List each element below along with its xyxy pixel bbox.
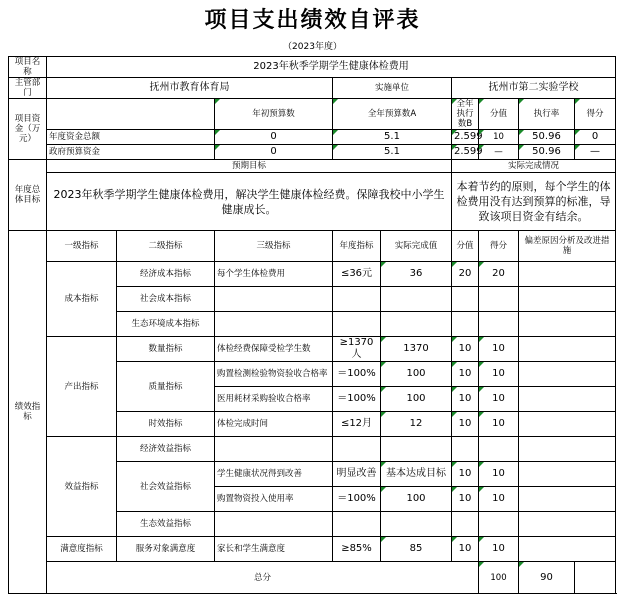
score-satisfaction: 10 bbox=[479, 537, 519, 562]
actual-cost-per-student: 36 bbox=[381, 262, 452, 287]
weight-health-improved: 10 bbox=[452, 462, 479, 487]
l1-satisfaction: 满意度指标 bbox=[47, 537, 117, 562]
l3-eco-cost bbox=[215, 312, 333, 337]
actual-social-cost bbox=[381, 287, 452, 312]
deviation-cost-per-student bbox=[519, 262, 616, 287]
l2-social-benefit: 社会效益指标 bbox=[117, 462, 215, 512]
funds-label: 项目资金（万元） bbox=[9, 99, 47, 160]
deviation-health-improved bbox=[519, 462, 616, 487]
deviation-students-covered bbox=[519, 337, 616, 362]
score-supplies-pass-rate: 10 bbox=[479, 362, 519, 387]
l2-quantity: 数量指标 bbox=[117, 337, 215, 362]
target-supplies-pass-rate: ＝100% bbox=[333, 362, 381, 387]
score-eco-cost bbox=[479, 312, 519, 337]
l2-economic-cost: 经济成本指标 bbox=[117, 262, 215, 287]
score-consumables-pass-rate: 10 bbox=[479, 387, 519, 412]
total-label: 总分 bbox=[47, 562, 479, 594]
l1-output: 产出指标 bbox=[47, 337, 117, 437]
score-economic-benefit bbox=[479, 437, 519, 462]
target-supplies-usage-rate: ＝100% bbox=[333, 487, 381, 512]
score-eco-benefit bbox=[479, 512, 519, 537]
l2-eco-benefit: 生态效益指标 bbox=[117, 512, 215, 537]
weight-eco-cost bbox=[452, 312, 479, 337]
l3-students-covered: 体检经费保障受检学生数 bbox=[215, 337, 333, 362]
l1-benefit: 效益指标 bbox=[47, 437, 117, 537]
l2-social-cost: 社会成本指标 bbox=[117, 287, 215, 312]
dept-label: 主管部门 bbox=[9, 78, 47, 99]
l3-social-cost bbox=[215, 287, 333, 312]
funds-row-total-initial: 0 bbox=[215, 130, 333, 145]
l3-health-improved: 学生健康状况得到改善 bbox=[215, 462, 333, 487]
score-cost-per-student: 20 bbox=[479, 262, 519, 287]
l2-satisfaction: 服务对象满意度 bbox=[117, 537, 215, 562]
deviation-supplies-pass-rate bbox=[519, 362, 616, 387]
target-satisfaction: ≥85% bbox=[333, 537, 381, 562]
total-score: 90 bbox=[519, 562, 575, 594]
actual-students-covered: 1370 bbox=[381, 337, 452, 362]
target-eco-cost bbox=[333, 312, 381, 337]
total-weight: 100 bbox=[479, 562, 519, 594]
target-consumables-pass-rate: ＝100% bbox=[333, 387, 381, 412]
funds-row-total-executed: 2.599 bbox=[452, 130, 479, 145]
col-level2: 二级指标 bbox=[117, 231, 215, 262]
actual-completion-time: 12 bbox=[381, 412, 452, 437]
evaluation-table bbox=[8, 56, 616, 594]
l3-completion-time: 体检完成时间 bbox=[215, 412, 333, 437]
score-health-improved: 10 bbox=[479, 462, 519, 487]
weight-economic-benefit bbox=[452, 437, 479, 462]
weight-cost-per-student: 20 bbox=[452, 262, 479, 287]
col-level1: 一级指标 bbox=[47, 231, 117, 262]
score-students-covered: 10 bbox=[479, 337, 519, 362]
funds-row-total-score: 0 bbox=[575, 130, 616, 145]
funds-header-blank bbox=[47, 99, 215, 130]
target-students-covered: ≥1370人 bbox=[333, 337, 381, 362]
l1-cost: 成本指标 bbox=[47, 262, 117, 337]
deviation-economic-benefit bbox=[519, 437, 616, 462]
deviation-satisfaction bbox=[519, 537, 616, 562]
score-supplies-usage-rate: 10 bbox=[479, 487, 519, 512]
funds-row-total-score-value: 10 bbox=[479, 130, 519, 145]
deviation-consumables-pass-rate bbox=[519, 387, 616, 412]
target-cost-per-student: ≤36元 bbox=[333, 262, 381, 287]
weight-supplies-usage-rate: 10 bbox=[452, 487, 479, 512]
l2-economic-benefit: 经济效益指标 bbox=[117, 437, 215, 462]
l2-timeliness: 时效指标 bbox=[117, 412, 215, 437]
l3-supplies-usage-rate: 购置物资投入使用率 bbox=[215, 487, 333, 512]
funds-row-gov-score: — bbox=[575, 145, 616, 160]
score-social-cost bbox=[479, 287, 519, 312]
weight-social-cost bbox=[452, 287, 479, 312]
col-weight: 分值 bbox=[452, 231, 479, 262]
funds-col-score-value: 分值 bbox=[479, 99, 519, 130]
funds-row-total-rate: 50.96 bbox=[519, 130, 575, 145]
col-target: 年度指标 bbox=[333, 231, 381, 262]
funds-row-gov-initial: 0 bbox=[215, 145, 333, 160]
target-economic-benefit bbox=[333, 437, 381, 462]
weight-completion-time: 10 bbox=[452, 412, 479, 437]
funds-col-annual: 全年预算数A bbox=[333, 99, 452, 130]
impl-value: 抚州市第二实验学校 bbox=[452, 78, 616, 99]
funds-row-gov-annual: 5.1 bbox=[333, 145, 452, 160]
target-social-cost bbox=[333, 287, 381, 312]
col-score: 得分 bbox=[479, 231, 519, 262]
target-completion-time: ≤12月 bbox=[333, 412, 381, 437]
l2-quality: 质量指标 bbox=[117, 362, 215, 412]
weight-supplies-pass-rate: 10 bbox=[452, 362, 479, 387]
l3-economic-benefit bbox=[215, 437, 333, 462]
project-name-value: 2023年秋季学期学生健康体检费用 bbox=[47, 57, 616, 78]
l3-consumables-pass-rate: 医用耗材采购验收合格率 bbox=[215, 387, 333, 412]
l2-eco-cost: 生态环境成本指标 bbox=[117, 312, 215, 337]
l3-satisfaction: 家长和学生满意度 bbox=[215, 537, 333, 562]
deviation-social-cost bbox=[519, 287, 616, 312]
actual-economic-benefit bbox=[381, 437, 452, 462]
funds-col-rate: 执行率 bbox=[519, 99, 575, 130]
sheet-title: 项目支出绩效自评表 bbox=[204, 7, 421, 33]
goals-expected-label: 预期目标 bbox=[47, 160, 452, 173]
score-completion-time: 10 bbox=[479, 412, 519, 437]
actual-eco-cost bbox=[381, 312, 452, 337]
funds-col-score: 得分 bbox=[575, 99, 616, 130]
l3-cost-per-student: 每个学生体检费用 bbox=[215, 262, 333, 287]
deviation-eco-cost bbox=[519, 312, 616, 337]
dept-value: 抚州市教育体育局 bbox=[47, 78, 333, 99]
funds-col-initial: 年初预算数 bbox=[215, 99, 333, 130]
target-eco-benefit bbox=[333, 512, 381, 537]
col-level3: 三级指标 bbox=[215, 231, 333, 262]
l3-eco-benefit bbox=[215, 512, 333, 537]
goals-actual-label: 实际完成情况 bbox=[452, 160, 616, 173]
funds-col-executed: 全年执行数B bbox=[452, 99, 479, 130]
deviation-eco-benefit bbox=[519, 512, 616, 537]
funds-row-gov-rate: 50.96 bbox=[519, 145, 575, 160]
funds-row-gov-executed: 2.599 bbox=[452, 145, 479, 160]
goals-expected-text: 2023年秋季学期学生健康体检费用，解决学生健康体检经费。保障我校中小学生健康成长。 bbox=[47, 173, 452, 231]
actual-health-improved: 基本达成目标 bbox=[381, 462, 452, 487]
l3-supplies-pass-rate: 购置检测检验物资验收合格率 bbox=[215, 362, 333, 387]
actual-supplies-usage-rate: 100 bbox=[381, 487, 452, 512]
funds-row-gov-name: 政府预算资金 bbox=[47, 145, 215, 160]
funds-row-total-name: 年度资金总额 bbox=[47, 130, 215, 145]
actual-consumables-pass-rate: 100 bbox=[381, 387, 452, 412]
weight-satisfaction: 10 bbox=[452, 537, 479, 562]
indicators-section-label: 绩效指标 bbox=[9, 231, 47, 594]
weight-students-covered: 10 bbox=[452, 337, 479, 362]
actual-eco-benefit bbox=[381, 512, 452, 537]
weight-eco-benefit bbox=[452, 512, 479, 537]
goals-label: 年度总体目标 bbox=[9, 160, 47, 231]
actual-satisfaction: 85 bbox=[381, 537, 452, 562]
deviation-supplies-usage-rate bbox=[519, 487, 616, 512]
weight-consumables-pass-rate: 10 bbox=[452, 387, 479, 412]
impl-label: 实施单位 bbox=[333, 78, 452, 99]
fiscal-year: （2023年度） bbox=[283, 42, 342, 52]
funds-row-gov-score-value: — bbox=[479, 145, 519, 160]
col-deviation: 偏差原因分析及改进措施 bbox=[519, 231, 616, 262]
target-health-improved: 明显改善 bbox=[333, 462, 381, 487]
actual-supplies-pass-rate: 100 bbox=[381, 362, 452, 387]
funds-row-total-annual: 5.1 bbox=[333, 130, 452, 145]
goals-actual-text: 本着节约的原则，每个学生的体检费用没有达到预算的标准，导致该项目资金有结余。 bbox=[452, 173, 616, 231]
deviation-completion-time bbox=[519, 412, 616, 437]
col-actual: 实际完成值 bbox=[381, 231, 452, 262]
project-name-label: 项目名称 bbox=[9, 57, 47, 78]
total-deviation bbox=[575, 562, 616, 594]
